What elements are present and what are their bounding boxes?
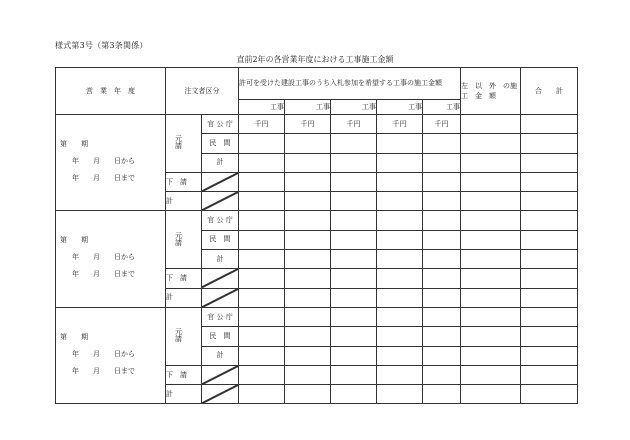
amount-cell[interactable] (521, 365, 578, 384)
amount-cell[interactable] (377, 365, 423, 384)
diagonal-cell (202, 269, 239, 288)
amount-cell[interactable] (521, 134, 578, 153)
amount-cell[interactable] (377, 153, 423, 172)
amount-cell[interactable] (331, 346, 377, 365)
amount-cell[interactable] (461, 269, 521, 288)
amount-cell[interactable] (423, 327, 461, 346)
amount-cell[interactable] (285, 230, 331, 249)
diagonal-cell (202, 288, 239, 307)
period-from: 年 月 日から (72, 253, 135, 262)
amount-cell[interactable] (285, 192, 331, 211)
period-to: 年 月 日まで (72, 174, 135, 182)
amount-cell[interactable] (377, 134, 423, 153)
amount-cell[interactable] (461, 192, 521, 211)
amount-cell[interactable] (461, 153, 521, 172)
amount-cell[interactable] (285, 134, 331, 153)
amount-cell[interactable] (521, 250, 578, 269)
prime-label: 元 請 (166, 211, 202, 269)
prime-label: 元 請 (166, 307, 202, 365)
amount-cell[interactable] (331, 230, 377, 249)
amount-cell[interactable] (285, 346, 331, 365)
amount-cell[interactable] (377, 192, 423, 211)
amount-cell[interactable] (331, 307, 377, 326)
amount-cell[interactable] (239, 134, 285, 153)
form-label: 様式第3号（第3条関係） (55, 41, 148, 50)
period-to: 年 月 日まで (72, 366, 135, 375)
header-work-5: 工事 (423, 100, 461, 115)
amount-cell[interactable] (423, 288, 461, 307)
amount-cell[interactable] (461, 288, 521, 307)
amount-cell[interactable] (521, 307, 578, 326)
amount-cell[interactable] (377, 346, 423, 365)
amount-cell[interactable] (423, 134, 461, 153)
amount-cell[interactable] (521, 211, 578, 230)
amount-cell[interactable] (331, 192, 377, 211)
amount-cell[interactable] (521, 288, 578, 307)
amount-cell[interactable] (461, 250, 521, 269)
amount-cell[interactable] (461, 307, 521, 326)
government-label: 官 公 庁 (202, 115, 239, 134)
amount-cell[interactable] (423, 211, 461, 230)
diagonal-cell (202, 172, 239, 191)
private-label: 民 間 (202, 327, 239, 346)
diagonal-cell (202, 385, 239, 404)
amount-cell[interactable] (285, 172, 331, 191)
amount-cell[interactable] (461, 365, 521, 384)
amount-cell[interactable] (331, 172, 377, 191)
amount-cell[interactable] (461, 115, 521, 134)
amount-cell[interactable] (521, 192, 578, 211)
amount-cell[interactable] (331, 365, 377, 384)
amount-cell[interactable] (377, 385, 423, 404)
header-total: 合 計 (521, 68, 578, 115)
amount-cell[interactable] (239, 172, 285, 191)
amount-cell[interactable] (239, 288, 285, 307)
period-from: 年 月 日から (72, 157, 135, 165)
amount-cell[interactable] (285, 211, 331, 230)
amount-cell[interactable] (377, 250, 423, 269)
period-cell-3[interactable] (56, 307, 166, 403)
period-to: 年 月 日まで (72, 270, 135, 279)
header-work-2: 工事 (285, 100, 331, 115)
amount-cell[interactable] (521, 172, 578, 191)
amount-cell[interactable] (239, 307, 285, 326)
unit-cell: 千円 (423, 115, 461, 134)
amount-cell[interactable] (239, 365, 285, 384)
header-work-4: 工事 (377, 100, 423, 115)
header-client-class: 注文者区分 (166, 68, 239, 115)
amount-cell[interactable] (377, 307, 423, 326)
amount-cell[interactable] (521, 269, 578, 288)
amount-cell[interactable] (285, 288, 331, 307)
amount-cell[interactable] (423, 153, 461, 172)
subtotal-label: 計 (202, 153, 239, 172)
unit-cell: 千円 (377, 115, 423, 134)
period-term: 第 期 (60, 140, 88, 148)
amount-cell[interactable] (331, 288, 377, 307)
sub-label: 下 請 (166, 269, 202, 288)
sub-label: 下 請 (166, 365, 202, 384)
amount-cell[interactable] (377, 327, 423, 346)
amount-cell[interactable] (285, 365, 331, 384)
private-label: 民 間 (202, 134, 239, 153)
total-label: 計 (166, 385, 202, 404)
amount-cell[interactable] (285, 385, 331, 404)
header-work-1: 工事 (239, 100, 285, 115)
amount-cell[interactable] (423, 365, 461, 384)
amount-cell[interactable] (423, 269, 461, 288)
amount-cell[interactable] (285, 250, 331, 269)
amount-cell[interactable] (377, 269, 423, 288)
amount-cell[interactable] (461, 172, 521, 191)
amount-cell[interactable] (331, 269, 377, 288)
unit-cell: 千円 (285, 115, 331, 134)
amount-cell[interactable] (461, 327, 521, 346)
amount-cell[interactable] (377, 172, 423, 191)
amount-cell[interactable] (423, 250, 461, 269)
subtotal-label: 計 (202, 250, 239, 269)
amount-cell[interactable] (331, 327, 377, 346)
period-cell-1[interactable] (56, 115, 166, 211)
amount-cell[interactable] (461, 211, 521, 230)
amount-cell[interactable] (331, 153, 377, 172)
amount-cell[interactable] (239, 327, 285, 346)
unit-cell: 千円 (239, 115, 285, 134)
header-work-3: 工事 (331, 100, 377, 115)
amount-cell[interactable] (461, 134, 521, 153)
amount-cell[interactable] (239, 211, 285, 230)
amount-cell[interactable] (521, 327, 578, 346)
amount-cell[interactable] (521, 346, 578, 365)
amount-cell[interactable] (285, 307, 331, 326)
diagonal-cell (202, 192, 239, 211)
amount-cell[interactable] (423, 192, 461, 211)
amount-cell[interactable] (461, 346, 521, 365)
header-business-year: 営 業 年 度 (56, 68, 166, 115)
amount-cell[interactable] (377, 211, 423, 230)
construction-amount-table (55, 67, 578, 404)
private-label: 民 間 (202, 230, 239, 249)
amount-cell[interactable] (521, 115, 578, 134)
header-permit-amount: 許可を受けた建設工事のうち入札参加を希望する工事の施工金額 (239, 68, 461, 100)
amount-cell[interactable] (239, 250, 285, 269)
amount-cell[interactable] (239, 192, 285, 211)
amount-cell[interactable] (423, 307, 461, 326)
prime-label: 元 請 (166, 115, 202, 173)
block-3-row-government (56, 307, 578, 326)
period-term: 第 期 (60, 332, 88, 341)
amount-cell[interactable] (239, 269, 285, 288)
amount-cell[interactable] (461, 385, 521, 404)
total-label: 計 (166, 192, 202, 211)
amount-cell[interactable] (521, 230, 578, 249)
amount-cell[interactable] (521, 385, 578, 404)
diagonal-cell (202, 365, 239, 384)
amount-cell[interactable] (423, 385, 461, 404)
amount-cell[interactable] (239, 230, 285, 249)
amount-cell[interactable] (285, 153, 331, 172)
amount-cell[interactable] (521, 153, 578, 172)
period-term: 第 期 (60, 236, 88, 245)
amount-cell[interactable] (461, 230, 521, 249)
sub-label: 下 請 (166, 172, 202, 191)
block-1-row-government (56, 115, 578, 134)
amount-cell[interactable] (423, 172, 461, 191)
amount-cell[interactable] (285, 327, 331, 346)
form-title: 直前2年の各営業年度における工事施工金額 (236, 55, 394, 64)
amount-cell[interactable] (331, 211, 377, 230)
amount-cell[interactable] (331, 250, 377, 269)
total-label: 計 (166, 288, 202, 307)
government-label: 官 公 庁 (202, 307, 239, 326)
header-other-amount: 左 以 外 の施 工 金 額 (461, 68, 521, 115)
period-from: 年 月 日から (72, 349, 135, 358)
amount-cell[interactable] (377, 230, 423, 249)
subtotal-label: 計 (202, 346, 239, 365)
period-cell-2[interactable] (56, 211, 166, 307)
government-label: 官 公 庁 (202, 211, 239, 230)
unit-cell: 千円 (331, 115, 377, 134)
amount-cell[interactable] (423, 346, 461, 365)
amount-cell[interactable] (239, 153, 285, 172)
amount-cell[interactable] (377, 288, 423, 307)
amount-cell[interactable] (423, 230, 461, 249)
amount-cell[interactable] (331, 134, 377, 153)
block-2-row-government (56, 211, 578, 230)
amount-cell[interactable] (285, 269, 331, 288)
amount-cell[interactable] (239, 346, 285, 365)
amount-cell[interactable] (331, 385, 377, 404)
amount-cell[interactable] (239, 385, 285, 404)
